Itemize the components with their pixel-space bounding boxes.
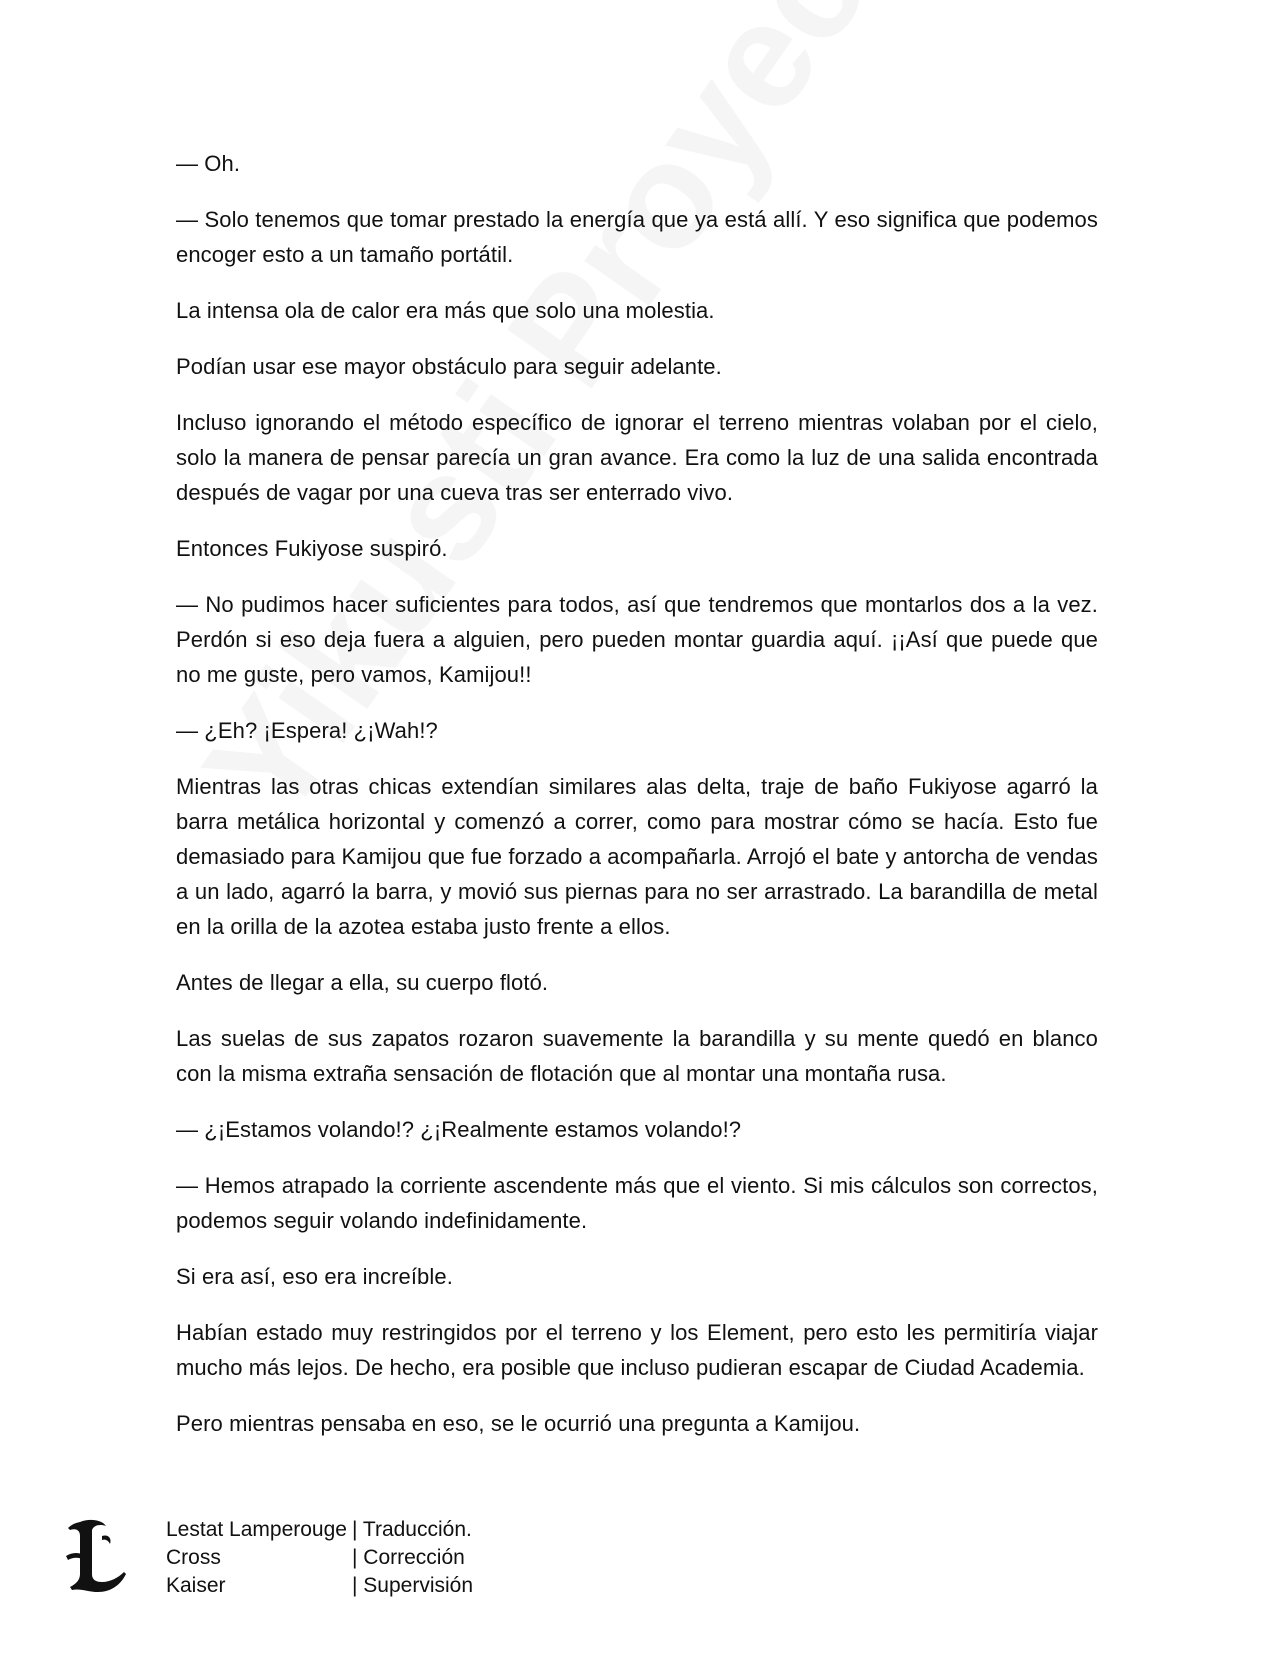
credits <box>166 1516 473 1600</box>
paragraph: — Solo tenemos que tomar prestado la energía que ya está allí. Y eso significa que podemos encoger esto a un tamaño portátil. <box>176 207 1098 267</box>
credit-role: | Corrección <box>352 1546 465 1569</box>
credit-row <box>166 1544 473 1572</box>
paragraph: Pero mientras pensaba en eso, se le ocurrió una pregunta a Kamijou. <box>176 1411 861 1436</box>
paragraph: — No pudimos hacer suficientes para todos, así que tendremos que montarlos dos a la vez. Perdón si eso deja fuera a alguien, pero pueden montar guardia aquí. ¡¡Así que puede que no me guste, pero vamos, Kamijou!! <box>176 592 1098 687</box>
paragraph: Mientras las otras chicas extendían similares alas delta, traje de baño Fukiyose agarró la barra metálica horizontal y comenzó a correr, como para mostrar cómo se hacía. Esto fue demasiado para Kamijou que fue forzado a acompañarla. Arrojó el bate y antorcha de vendas a un lado, agarró la barra, y movió sus piernas para no ser arrastrado. La barandilla de metal en la orilla de la azotea estaba justo frente a ellos. <box>176 774 1098 939</box>
paragraph: — Oh. <box>176 151 241 176</box>
paragraph: Si era así, eso era increíble. <box>176 1264 453 1289</box>
body-text <box>176 146 1098 1462</box>
credit-row <box>166 1572 473 1600</box>
credit-name: Lestat Lamperouge <box>166 1518 347 1541</box>
paragraph: Habían estado muy restringidos por el terreno y los Element, pero esto les permitiría viajar mucho más lejos. De hecho, era posible que incluso pudieran escapar de Ciudad Academia. <box>176 1320 1098 1380</box>
credit-name: Kaiser <box>166 1574 226 1597</box>
paragraph: Entonces Fukiyose suspiró. <box>176 536 448 561</box>
paragraph: La intensa ola de calor era más que solo una molestia. <box>176 298 715 323</box>
paragraph: Las suelas de sus zapatos rozaron suavemente la barandilla y su mente quedó en blanco con la misma extraña sensación de flotación que al montar una montaña rusa. <box>176 1026 1098 1086</box>
credit-role: | Supervisión <box>352 1574 474 1597</box>
credit-name: Cross <box>166 1546 221 1569</box>
paragraph: Incluso ignorando el método específico de ignorar el terreno mientras volaban por el cielo, solo la manera de pensar parecía un gran avance. Era como la luz de una salida encontrada después de vagar por una cueva tras ser enterrado vivo. <box>176 410 1098 505</box>
paragraph: — ¿Eh? ¡Espera! ¿¡Wah!? <box>176 718 438 743</box>
gothic-l-logo-icon <box>62 1516 132 1596</box>
paragraph: Antes de llegar a ella, su cuerpo flotó. <box>176 970 549 995</box>
credit-role: | Traducción. <box>352 1518 472 1541</box>
credit-row <box>166 1516 473 1544</box>
paragraph: Podían usar ese mayor obstáculo para seguir adelante. <box>176 354 722 379</box>
paragraph: — ¿¡Estamos volando!? ¿¡Realmente estamos volando!? <box>176 1117 742 1142</box>
footer <box>62 1516 622 1616</box>
paragraph: — Hemos atrapado la corriente ascendente más que el viento. Si mis cálculos son correctos, podemos seguir volando indefinidamente. <box>176 1173 1098 1233</box>
